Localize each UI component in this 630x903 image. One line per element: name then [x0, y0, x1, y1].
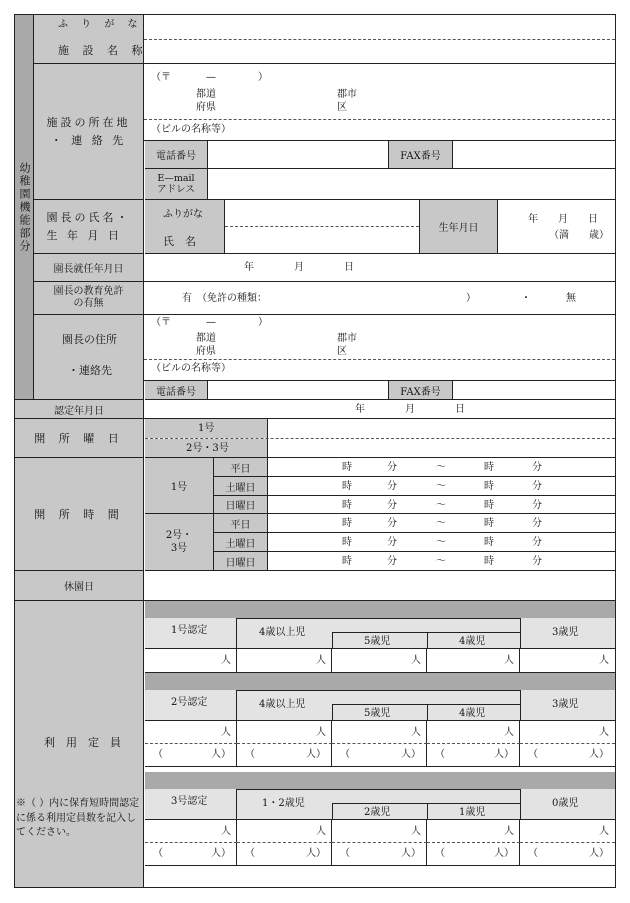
day-label-cell: 日曜日 — [214, 496, 268, 514]
cap-paren-divider — [427, 842, 520, 843]
paren-open: （ — [528, 749, 538, 760]
cap-sub-label: 4歳児 — [459, 636, 486, 647]
cap-paren-divider — [237, 842, 332, 843]
open-days-label: 開 所 曜 日 — [34, 432, 124, 445]
tilde-label: ～ — [436, 462, 446, 473]
hour-label: 時 — [342, 556, 352, 567]
tilde-label: ～ — [436, 537, 446, 548]
open-days-type1-input[interactable] — [268, 419, 615, 438]
closed-label: 休園日 — [64, 582, 94, 593]
hour-label: 時 — [484, 500, 494, 511]
postal-dash: — — [206, 72, 216, 83]
paren-close: 人） — [306, 848, 326, 859]
person-unit: 人 — [504, 727, 514, 738]
cap-sub-line — [332, 803, 520, 804]
paren-close: 人） — [211, 749, 231, 760]
closed-label-cell — [15, 571, 144, 601]
paren-open: （ — [245, 848, 255, 859]
day-label-cell: 平日 — [214, 458, 268, 477]
facility-name-input[interactable] — [144, 40, 615, 64]
birth-label: 生年月日 — [438, 223, 479, 234]
minute-label: 分 — [532, 537, 542, 548]
license-no: 無 — [566, 293, 576, 304]
hour-label: 時 — [484, 556, 494, 567]
building-divider — [144, 119, 615, 120]
cap-sub-vline — [332, 632, 333, 649]
tilde-label: ～ — [436, 481, 446, 492]
paren-open: （ — [245, 749, 255, 760]
person-unit: 人 — [599, 655, 609, 666]
email-label-cell — [145, 169, 208, 200]
person-unit: 人 — [411, 655, 421, 666]
cap-sub-label: 1歳児 — [459, 807, 486, 818]
capacity-label: 利 用 定 員 — [44, 736, 121, 749]
tilde-label: ～ — [436, 518, 446, 529]
cap-paren-divider — [332, 743, 427, 744]
phone-input[interactable] — [208, 141, 388, 169]
director-name-label: 氏 名 — [163, 235, 196, 248]
cap-paren-divider — [520, 842, 615, 843]
birth-value: 年 月 日 — [528, 214, 598, 225]
paren-close: 人） — [401, 749, 421, 760]
cap-group-top — [237, 618, 520, 619]
cap-sub-line — [332, 632, 520, 633]
cap-group-top — [237, 690, 520, 691]
address-input[interactable] — [144, 64, 615, 119]
tenure-label-cell — [34, 254, 144, 282]
birth-input[interactable] — [498, 200, 615, 254]
director-label-cell — [34, 200, 144, 254]
paren-close: 人） — [306, 749, 326, 760]
paren-open: （ — [435, 848, 445, 859]
open-days-label-cell — [15, 419, 144, 458]
age-value: （満 歳） — [549, 230, 609, 241]
minute-label: 分 — [387, 556, 397, 567]
fax-input[interactable] — [453, 141, 615, 169]
open-hours-label: 開 所 時 間 — [34, 508, 124, 521]
paren-open: （ — [153, 749, 163, 760]
director-addr-label: 園長の住所 — [62, 333, 117, 346]
d-fax-input[interactable] — [453, 381, 615, 400]
d-postal-open: （〒 — [151, 317, 171, 328]
director-furigana-input[interactable] — [225, 200, 419, 226]
paren-close: 人） — [211, 848, 231, 859]
paren-close: 人） — [494, 848, 514, 859]
person-unit: 人 — [316, 727, 326, 738]
minute-label: 分 — [532, 481, 542, 492]
open-days-type1: 1号 — [198, 423, 215, 434]
cap-paren-divider — [520, 743, 615, 744]
minute-label: 分 — [387, 518, 397, 529]
director-label: 園長の氏名・ 生 年 月 日 — [46, 210, 131, 242]
person-unit: 人 — [411, 727, 421, 738]
address-label-cell — [34, 64, 144, 200]
tenure-label: 園長就任年月日 — [53, 264, 124, 275]
cap-last-label: 3歳児 — [552, 699, 579, 710]
cap-paren-divider — [237, 743, 332, 744]
paren-open: （ — [435, 749, 445, 760]
cap-sub-vline — [332, 704, 333, 721]
todofuken-label: 都道 府県 — [196, 89, 216, 113]
gunshiku-label: 郡市 区 — [337, 89, 357, 113]
paren-close: 人） — [589, 848, 609, 859]
director-address-input[interactable] — [144, 315, 615, 359]
phone-label-cell — [145, 141, 208, 169]
person-unit: 人 — [221, 727, 231, 738]
cert-date-value: 年 月 日 — [355, 404, 465, 415]
cap-sub-vline — [332, 803, 333, 820]
cap-cert-label: 1号認定 — [171, 625, 208, 636]
minute-label: 分 — [387, 537, 397, 548]
furigana-label: ふ り が な — [58, 19, 143, 30]
cap-group-label: 1・2歳児 — [262, 798, 305, 809]
person-unit: 人 — [316, 826, 326, 837]
email-label: E—mail アドレス — [157, 172, 195, 195]
cap-sub-label: 5歳児 — [364, 636, 391, 647]
tenure-input[interactable] — [144, 254, 615, 282]
side-label-cell — [15, 15, 34, 400]
hours-type1-cell — [145, 458, 214, 514]
cap-cert-label: 2号認定 — [171, 697, 208, 708]
open-hours-label-cell — [15, 458, 144, 571]
cap-last-label: 3歳児 — [552, 627, 579, 638]
hours-type1: 1号 — [170, 482, 188, 493]
building-label: （ビルの名称等） — [151, 124, 231, 135]
cert-date-label-cell — [15, 400, 144, 419]
d-phone-label-cell — [145, 381, 208, 400]
hour-label: 時 — [484, 481, 494, 492]
cap-paren-divider — [332, 842, 427, 843]
cap-band — [145, 673, 615, 690]
d-todofuken-label: 都道 府県 — [196, 333, 216, 357]
birth-label-cell — [419, 200, 498, 254]
minute-label: 分 — [387, 500, 397, 511]
d-phone-label: 電話番号 — [156, 386, 196, 398]
director-name-input[interactable] — [225, 227, 419, 254]
hour-label: 時 — [342, 537, 352, 548]
fax-label-cell — [388, 141, 453, 169]
cert-date-label: 認定年月日 — [54, 405, 104, 417]
paren-open: （ — [340, 749, 350, 760]
cap-sub-vline — [427, 632, 428, 649]
d-building-divider — [144, 359, 615, 360]
hours-type23-cell — [145, 514, 214, 571]
paren-open: （ — [153, 848, 163, 859]
fax-label: FAX番号 — [400, 151, 441, 162]
minute-label: 分 — [532, 556, 542, 567]
facility-name-label: 施 設 名 称 — [58, 44, 148, 57]
cap-paren-divider — [145, 743, 237, 744]
side-label: 幼稚園機能部分 — [18, 161, 31, 253]
director-contact-label: ・連絡先 — [68, 364, 112, 377]
cap-cert-label: 3号認定 — [171, 796, 208, 807]
cap-paren-divider — [427, 743, 520, 744]
paren-open: （ — [528, 848, 538, 859]
person-unit: 人 — [504, 655, 514, 666]
cap-sub-vline — [427, 704, 428, 721]
license-label-cell — [34, 282, 144, 315]
paren-close: 人） — [401, 848, 421, 859]
license-close: ） — [466, 293, 476, 304]
cap-group-label: 4歳以上児 — [259, 699, 306, 710]
phone-label: 電話番号 — [156, 151, 196, 162]
day-label-cell: 平日 — [214, 514, 268, 533]
person-unit: 人 — [221, 826, 231, 837]
capacity-note: ※（ ）内に保育短時間認定に係る利用定員数を記入してください。 — [16, 798, 140, 838]
day-label-cell: 土曜日 — [214, 533, 268, 552]
paren-close: 人） — [494, 749, 514, 760]
tenure-value: 年 月 日 — [244, 262, 354, 273]
paren-open: （ — [340, 848, 350, 859]
furigana-input[interactable] — [144, 15, 615, 39]
d-fax-label: FAX番号 — [400, 386, 441, 398]
person-unit: 人 — [411, 826, 421, 837]
license-yes: 有 （免許の種類： — [182, 293, 267, 304]
cap-last-label: 0歳児 — [552, 798, 579, 809]
hour-label: 時 — [484, 537, 494, 548]
cap-sub-line — [332, 704, 520, 705]
open-days-type23-input[interactable] — [268, 439, 615, 458]
hour-label: 時 — [484, 518, 494, 529]
d-postal-dash: — — [206, 317, 216, 328]
d-phone-input[interactable] — [208, 381, 388, 400]
minute-label: 分 — [532, 500, 542, 511]
cap-sub-vline — [427, 803, 428, 820]
person-unit: 人 — [316, 655, 326, 666]
cap-band — [145, 772, 615, 789]
hour-label: 時 — [342, 462, 352, 473]
day-label-cell: 日曜日 — [214, 552, 268, 571]
person-unit: 人 — [221, 655, 231, 666]
minute-label: 分 — [387, 481, 397, 492]
cap-band — [145, 601, 615, 618]
d-gunshiku-label: 郡市 区 — [337, 333, 357, 357]
license-label: 園長の教育免許 の有無 — [53, 286, 124, 309]
cap-sub-label: 4歳児 — [459, 708, 486, 719]
hour-label: 時 — [342, 518, 352, 529]
tilde-label: ～ — [436, 556, 446, 567]
person-unit: 人 — [599, 727, 609, 738]
closed-input[interactable] — [144, 571, 615, 601]
license-dot: ・ — [521, 293, 531, 304]
d-building-label: （ビルの名称等） — [151, 363, 231, 374]
hours-type23: 2号・ 3号 — [165, 530, 193, 554]
cap-group-top — [237, 789, 520, 790]
hour-label: 時 — [342, 481, 352, 492]
minute-label: 分 — [387, 462, 397, 473]
address-label: 施設の所在地 ・ 連 絡 先 — [46, 115, 131, 147]
tilde-label: ～ — [436, 500, 446, 511]
hour-label: 時 — [342, 500, 352, 511]
person-unit: 人 — [504, 826, 514, 837]
director-furigana-label: ふりがな — [163, 209, 203, 220]
day-label-cell: 土曜日 — [214, 477, 268, 496]
paren-close: 人） — [589, 749, 609, 760]
cap-sub-label: 5歳児 — [364, 708, 391, 719]
d-postal-close: ） — [258, 317, 268, 328]
person-unit: 人 — [599, 826, 609, 837]
open-days-type23: 2号・3号 — [186, 443, 229, 454]
postal-close: ） — [258, 72, 268, 83]
email-input[interactable] — [208, 169, 615, 200]
postal-open: （〒 — [151, 72, 171, 83]
d-fax-label-cell — [388, 381, 453, 400]
hour-label: 時 — [484, 462, 494, 473]
director-addr-label-cell — [34, 315, 144, 400]
cap-group-label: 4歳以上児 — [259, 627, 306, 638]
cap-paren-divider — [145, 842, 237, 843]
minute-label: 分 — [532, 518, 542, 529]
cap-sub-label: 2歳児 — [364, 807, 391, 818]
minute-label: 分 — [532, 462, 542, 473]
